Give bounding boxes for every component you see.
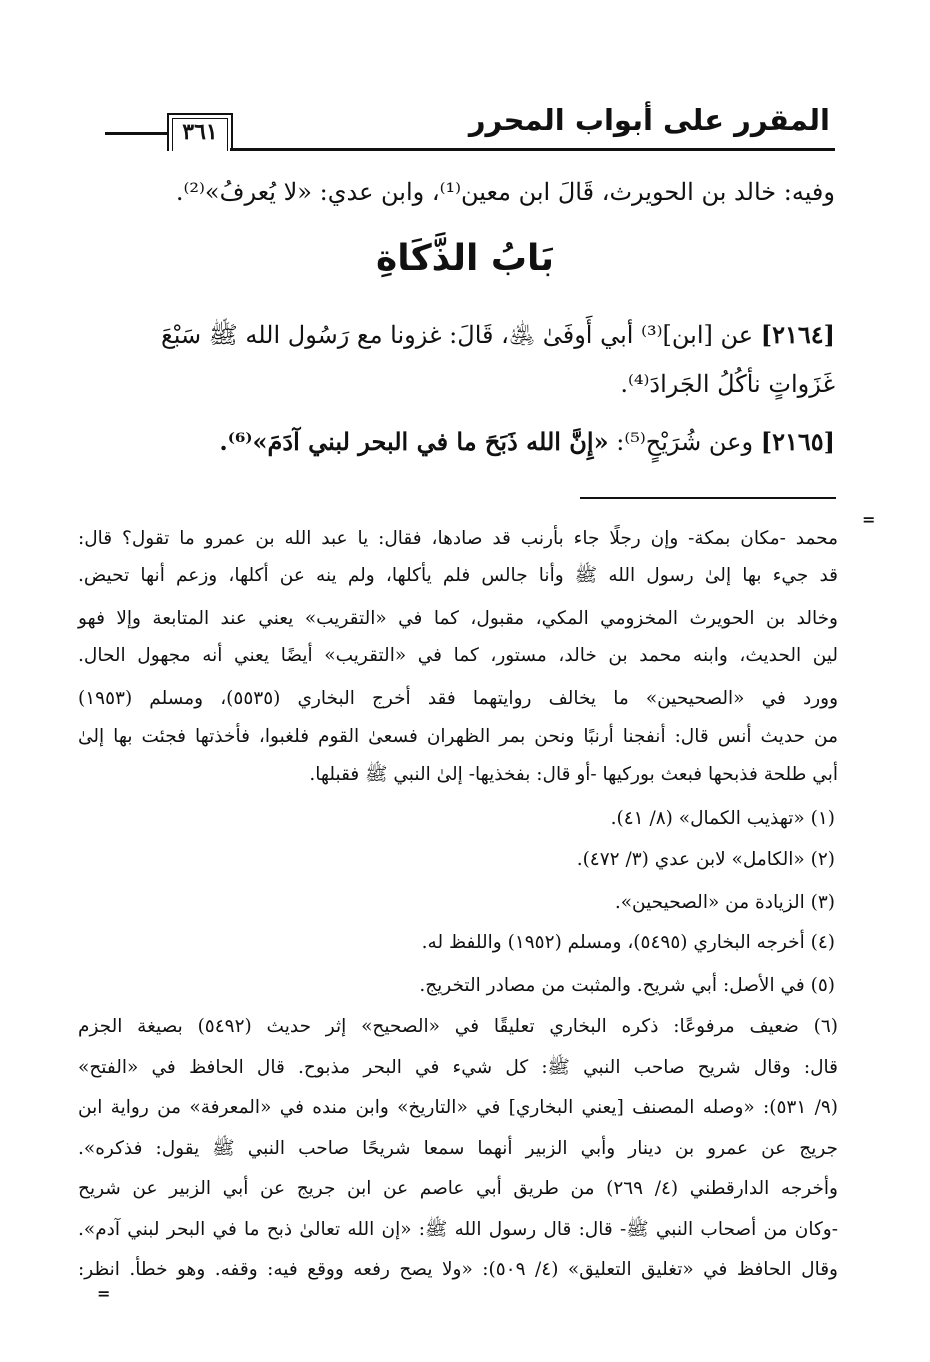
footnote-line: وورد في «الصحيحين» ما يخالف روايتهما فقد أخرج البخاري (٥٥٣٥)، ومسلم (١٩٥٣)	[78, 688, 839, 709]
header-rule	[230, 148, 835, 151]
footnote-6-line: (٩/ ٥٣١): «وصله المصنف [يعني البخاري] في «التاريخ» وابن منده في «المعرفة» من رواية ابن	[78, 1097, 838, 1118]
footnote-6-line: -وكان من أصحاب النبي ﷺ- قال: قال رسول الله ﷺ: «إن الله تعالىٰ ذبح ما في البحر لبني آدم».	[78, 1219, 838, 1240]
footnote-line: محمد -مكان بمكة- وإن رجلًا جاء بأرنب قد صادها، فقال: يا عبد الله بن عمرو ما تقول؟ قال:	[78, 528, 839, 549]
hadith-2164-text-1: عن [ابن]⁽³⁾ أبي أَوفَىٰ ﵁، قَالَ: غزونا مع رَسُول الله ﷺ سَبْعَ	[160, 321, 754, 349]
hadith-number-2165: [٢١٦٥]	[760, 427, 835, 456]
hadith-2164-line-1	[85, 320, 835, 355]
footnote-line: لين الحديث، وابنه محمد بن خالد، مستور، كما في «التقريب» أيضًا يعني أنه مجهول الحال.	[78, 645, 838, 666]
footnote-6-line: وأخرجه الدارقطني (٤/ ٢٦٩) من طريق أبي عاصم عن ابن جريج عن أبي الزبير عن شريح	[78, 1178, 838, 1199]
footnote-item-3: (٣) الزيادة من «الصحيحين».	[614, 892, 835, 913]
hadith-number-2164: [٢١٦٤]	[760, 320, 835, 349]
footnote-item-4: (٤) أخرجه البخاري (٥٤٩٥)، ومسلم (١٩٥٢) واللفظ له.	[421, 932, 835, 953]
page-header	[95, 85, 835, 155]
footnote-line: من حديث أنس قال: أنفجنا أرنبًا ونحن بمر الظهران فسعىٰ القوم فلغبوا، فأخذتها فجئت بها إلىٰ	[78, 726, 838, 747]
continuation-line: وفيه: خالد بن الحويرث، قَالَ ابن معين⁽¹⁾، وابن عدي: «لا يُعرفُ»⁽²⁾.	[175, 178, 835, 206]
footnote-line: قد جيء بها إلىٰ رسول الله ﷺ وأنا جالس فلم يأكلها، ولم ينه عن أكلها، وزعم أنها تحيض.	[78, 565, 838, 586]
footnote-6-line: وقال الحافظ في «تغليق التعليق» (٤/ ٥٠٩): «ولا يصح رفعه ووقع فيه: وقفه. وهو خطأ. انظر:	[78, 1259, 838, 1280]
header-rule-left	[105, 132, 169, 135]
footnote-continuation-mark: =	[862, 510, 876, 529]
hadith-2165-quote: «إِنَّ الله ذَبَحَ ما في البحر لبني آدَمَ»⁽⁶⁾.	[219, 427, 609, 456]
footnote-separator	[580, 497, 836, 499]
page-number: ٣٦١	[182, 119, 218, 145]
footnote-end-mark: =	[97, 1284, 111, 1303]
footnote-line: وخالد بن الحويرث المخزومي المكي، مقبول، كما في «التقريب» يعني عند المتابعة وإلا فهو	[78, 608, 838, 629]
hadith-2165-line	[85, 427, 835, 456]
footnote-item-2: (٢) «الكامل» لابن عدي (٣/ ٤٧٢).	[576, 849, 835, 870]
footnote-6-line: (٦) ضعيف مرفوعًا: ذكره البخاري تعليقًا في «الصحيح» إثر حديث (٥٤٩٢) بصيغة الجزم	[78, 1016, 838, 1037]
book-title: المقرر على أبواب المحرر	[468, 103, 830, 137]
hadith-2164-line-2: غَزَواتٍ نأكُلُ الجَرادَ⁽⁴⁾.	[620, 370, 835, 398]
footnote-6-line: قال: وقال شريح صاحب النبي ﷺ: كل شيء في البحر مذبوح. قال الحافظ في «الفتح»	[78, 1057, 838, 1078]
footnote-line: أبي طلحة فذبحها فبعث بوركيها -أو قال: بفخذيها- إلىٰ النبي ﷺ فقبلها.	[309, 764, 838, 785]
footnote-item-5: (٥) في الأصل: أبي شريح. والمثبت من مصادر التخريج.	[419, 975, 835, 996]
chapter-heading: بَابُ الذَّكَاةِ	[375, 238, 555, 279]
footnote-6-line: جريج عن عمرو بن دينار وأبي الزبير أنهما سمعا شريحًا صاحب النبي ﷺ يقول: فذكره».	[78, 1138, 838, 1159]
footnote-item-1: (١) «تهذيب الكمال» (٨/ ٤١).	[610, 808, 835, 829]
hadith-2165-intro: وعن شُرَيْحٍ⁽⁵⁾:	[616, 428, 754, 456]
